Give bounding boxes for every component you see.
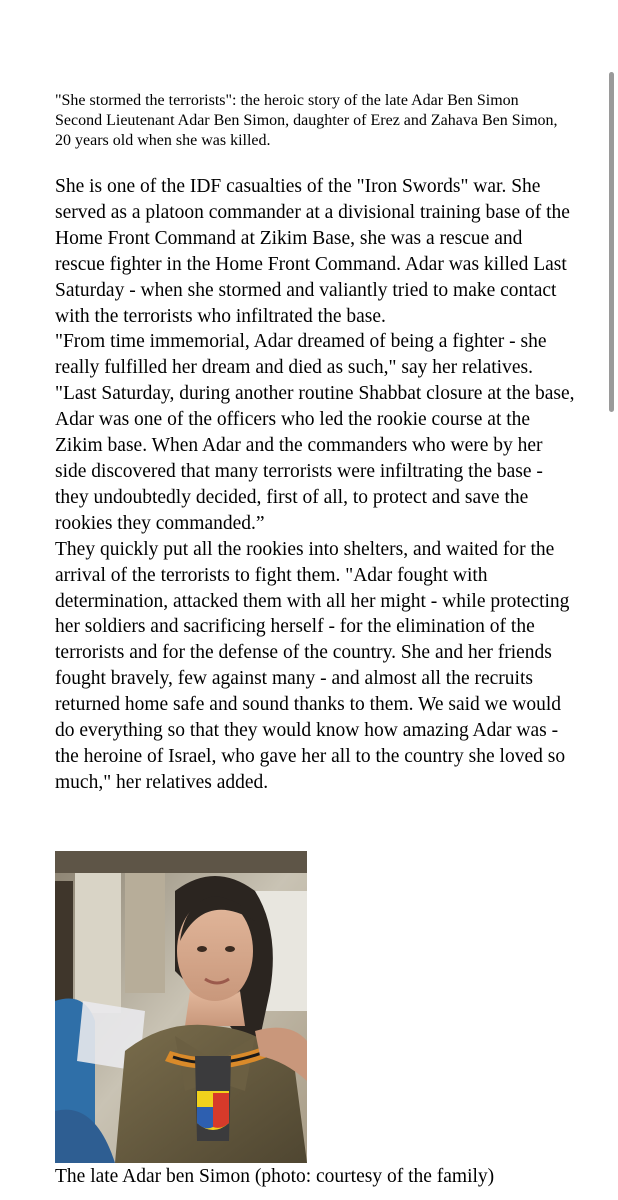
paragraph: She is one of the IDF casualties of the "Iron Swords" war. She served as a platoon commander at a divisional training base of the Home Front Command at Zikim Base, she was a rescue and rescue fighter in the Home Front Command. Adar was killed Last Saturday - when she stormed and valiantly tried to make contact with the terrorists who infiltrated the base. bbox=[55, 176, 570, 327]
scrollbar[interactable] bbox=[609, 72, 614, 412]
article-body bbox=[55, 174, 575, 796]
portrait-photo bbox=[55, 851, 307, 1163]
paragraph: They quickly put all the rookies into shelters, and waited for the arrival of the terrorists to fight them. "Adar fought with determination, attacked them with all her might - while protecting her soldiers and sacrificing herself - for the elimination of the terrorists and for the defense of the country. She and her friends fought bravely, few against many - and almost all the recruits returned home safe and sound thanks to them. We said we would do everything so that they would know how amazing Adar was - the heroine of Israel, who gave her all to the country she loved so much," her relatives added. bbox=[55, 538, 570, 793]
photo-caption: The late Adar ben Simon (photo: courtesy of the family) bbox=[55, 1166, 495, 1187]
paragraph: "From time immemorial, Adar dreamed of being a fighter - she really fulfilled her dream and died as such," say her relatives. "Last Saturday, during another routine Shabbat closure at the base, Adar was one of the officers who led the rookie course at the Zikim base. When Adar and the commanders who were by her side discovered that many terrorists were infiltrating the base - they undoubtedly decided, first of all, to protect and save the rookies they commanded.” bbox=[55, 331, 575, 534]
article-intro: "She stormed the terrorists": the heroic story of the late Adar Ben Simon Second Lieutenant Adar Ben Simon, daughter of Erez and Zahava Ben Simon, 20 years old when she was killed. bbox=[55, 92, 558, 149]
